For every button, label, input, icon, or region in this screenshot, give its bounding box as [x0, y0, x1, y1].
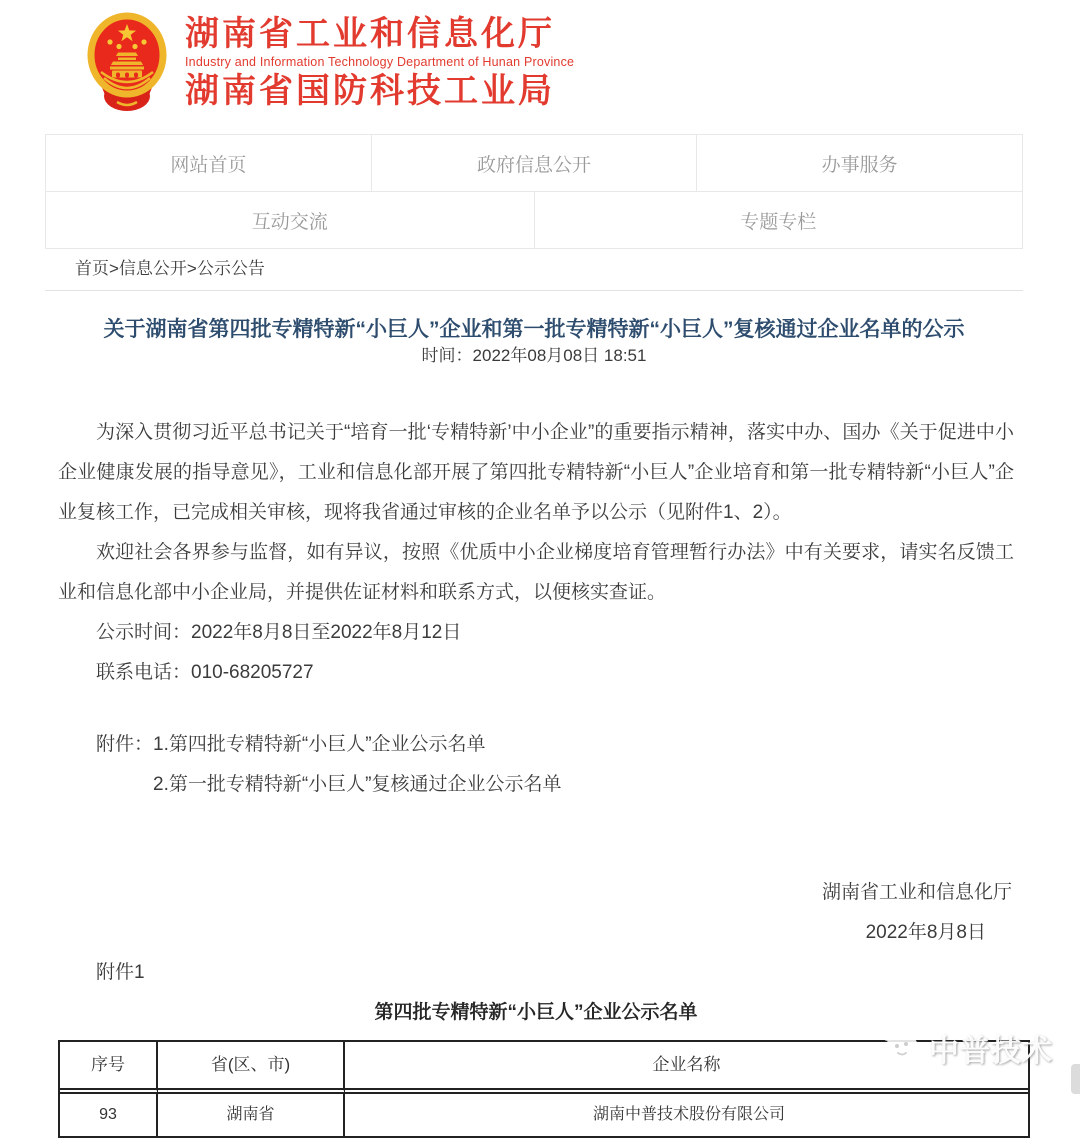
breadcrumb[interactable]: 首页>信息公开>公示公告 — [75, 259, 265, 278]
national-emblem-icon — [87, 12, 167, 114]
col-header-province: 省(区、市) — [158, 1042, 345, 1094]
nav-item-services[interactable]: 办事服务 — [821, 154, 898, 176]
page-title: 关于湖南省第四批专精特新“小巨人”企业和第一批专精特新“小巨人”复核通过企业名单的公示 — [103, 318, 965, 342]
nav-item-interaction[interactable]: 互动交流 — [46, 192, 535, 248]
nav-item-home[interactable]: 网站首页 — [46, 135, 372, 191]
cell-province: 湖南省 — [158, 1094, 345, 1136]
col-header-index: 序号 — [60, 1042, 158, 1094]
scrollbar-fragment[interactable] — [1071, 1064, 1080, 1094]
attachment-1: 1.第四批专精特新“小巨人”企业公示名单 — [153, 734, 486, 755]
publicity-period: 公示时间：2022年8月8日至2022年8月12日 — [96, 622, 462, 643]
nav-item-gov-info[interactable]: 政府信息公开 — [372, 135, 698, 191]
attachment-2: 2.第一批专精特新“小巨人”复核通过企业公示名单 — [153, 774, 562, 795]
breadcrumb-bar — [45, 247, 1023, 291]
signing-authority: 湖南省工业和信息化厅 — [821, 882, 1012, 903]
annex-table — [58, 1040, 1030, 1138]
signing-date: 2022年8月8日 — [865, 922, 986, 943]
org-name-primary: 湖南省工业和信息化厅 — [185, 15, 555, 53]
cell-index: 93 — [60, 1094, 158, 1136]
header-text — [185, 15, 574, 110]
cell-company: 湖南中普技术股份有限公司 — [592, 1106, 785, 1123]
article-body — [58, 413, 1014, 1138]
table-row — [60, 1094, 1028, 1136]
watermark-text: 中普技术 — [929, 1035, 1053, 1068]
annex-table-title: 第四批专精特新“小巨人”企业公示名单 — [374, 1002, 698, 1023]
paragraph-1: 为深入贯彻习近平总书记关于“培育一批‘专精特新’中小企业”的重要指示精神，落实中办、国办《关于促进中小企业健康发展的指导意见》，工业和信息化部开展了第四批专精特新“小巨人”企业培育和第一批专精特新“小巨人”企业复核工作，已完成相关审核，现将我省通过审核的企业名单予以公示（见附件1、2）。 — [58, 422, 1014, 523]
annex-label: 附件1 — [96, 962, 145, 983]
attachments-label: 附件： — [96, 734, 154, 755]
attachment-line-1 — [58, 725, 1014, 765]
publish-time: 时间：2022年08月08日 18:51 — [421, 346, 647, 365]
main-nav — [45, 134, 1023, 249]
col-header-company: 企业名称 — [345, 1042, 1028, 1094]
paragraph-2: 欢迎社会各界参与监督，如有异议，按照《优质中小企业梯度培育管理暂行办法》中有关要求，请实名反馈工业和信息化部中小企业局，并提供佐证材料和联系方式，以便核实查证。 — [58, 542, 1014, 603]
nav-row-2 — [45, 191, 1023, 249]
signature-block — [58, 873, 1014, 953]
table-header-row — [60, 1042, 1028, 1094]
nav-row-1 — [45, 134, 1023, 192]
site-header — [0, 0, 1080, 133]
nav-item-special-columns[interactable]: 专题专栏 — [740, 211, 817, 233]
org-name-english: Industry and Information Technology Department of Hunan Province — [185, 55, 575, 69]
attachments — [58, 725, 1014, 805]
contact-phone: 联系电话：010-68205727 — [96, 662, 314, 683]
org-name-secondary: 湖南省国防科技工业局 — [185, 72, 555, 110]
